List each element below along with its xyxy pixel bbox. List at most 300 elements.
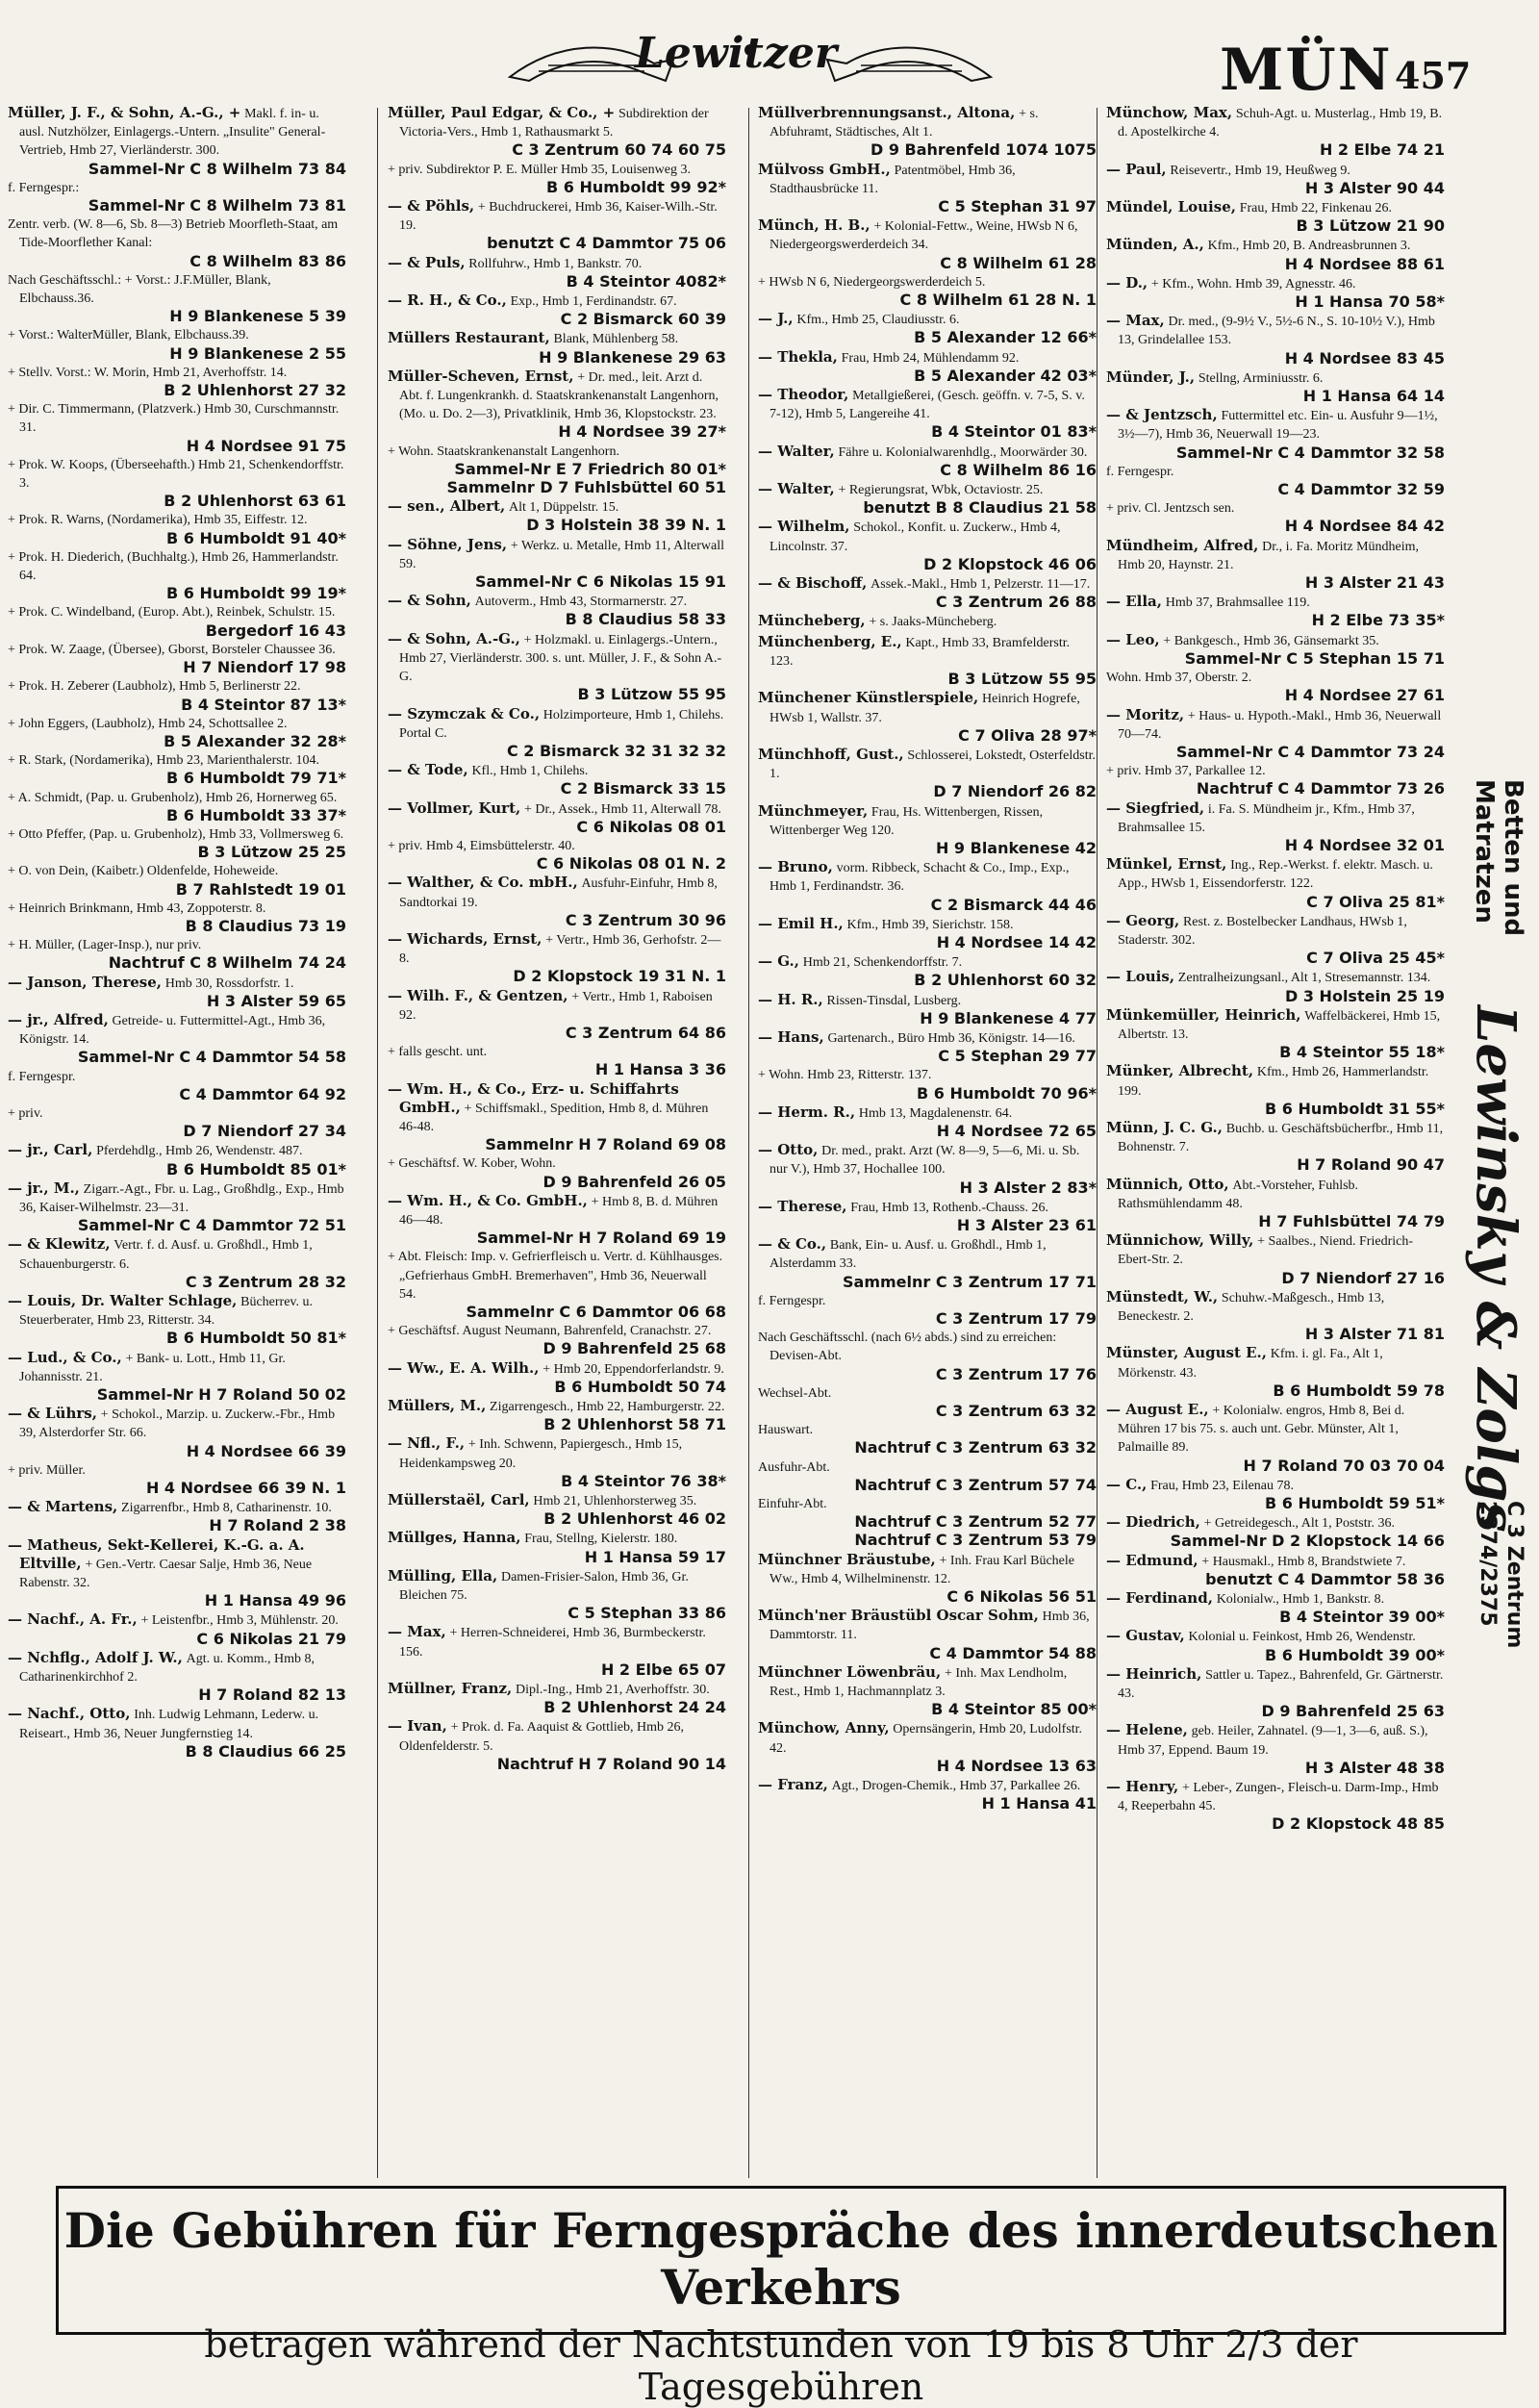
- entry-phone: H 7 Fuhlsbüttel 74 79: [1258, 1211, 1445, 1230]
- entry-name: Münstedt, W.,: [1106, 1287, 1219, 1305]
- directory-entry: [758, 1607, 1097, 1662]
- entry-details: Subdirektion der Victoria-Vers., Hmb 1, Rathausmarkt 5.: [399, 107, 709, 140]
- entry-phone: H 4 Nordsee 32 01: [1284, 835, 1445, 854]
- directory-entry: [758, 991, 1097, 1027]
- entry-name: — Louis,: [1106, 968, 1175, 986]
- entry-name: — & Co.,: [758, 1235, 827, 1254]
- entry-details: + Prok. W. Zaage, (Übersee), Gborst, Borsteler Chaussee 36.: [8, 642, 336, 657]
- directory-entry: [758, 612, 1097, 631]
- directory-entry: [8, 751, 346, 787]
- brand-logo: Lewitzer: [634, 29, 837, 78]
- entry-name: Münchner Löwenbräu,: [758, 1662, 942, 1681]
- entry-phone: B 4 Steintor 39 00*: [1279, 1608, 1445, 1627]
- page-number: 457: [1395, 54, 1472, 97]
- entry-name: — Nfl., F.,: [388, 1434, 466, 1453]
- entry-name: — Walther, & Co. mbH.,: [388, 874, 578, 892]
- directory-entry: [8, 715, 346, 750]
- entry-name: — Diedrich,: [1106, 1513, 1200, 1532]
- entry-details: + O. von Dein, (Kaibetr.) Oldenfelde, Hoheweide.: [8, 864, 279, 879]
- directory-entry: [388, 1397, 726, 1433]
- entry-phone: H 7 Roland 2 38: [209, 1516, 346, 1535]
- directory-entry: [388, 874, 726, 929]
- entry-details: Bücherrev. u. Steuerberater, Hmb 23, Ritterstr. 34.: [19, 1295, 314, 1329]
- entry-details: Nach Geschäftsschl. (nach 6½ abds.) sind zu erreichen: Devisen-Abt.: [758, 1331, 1057, 1364]
- entry-details: Frau, Hmb 24, Mühlendamm 92.: [841, 350, 1020, 366]
- directory-entry: [1106, 1589, 1445, 1626]
- directory-entry: [758, 1028, 1097, 1065]
- directory-entry: [1106, 1665, 1445, 1721]
- directory-entry: [758, 1776, 1097, 1812]
- directory-column-1: [8, 104, 346, 2182]
- entry-phone: Sammel-Nr C 5 Stephan 15 71: [1184, 648, 1445, 668]
- directory-entry: [388, 1623, 726, 1679]
- directory-entry: [1106, 312, 1445, 368]
- directory-column-3: [758, 104, 1097, 2182]
- entry-phone: H 1 Hansa 70 58*: [1295, 292, 1445, 312]
- entry-details: + Dr. med., leit. Arzt d. Abt. f. Lungenkrankh. d. Staatskrankenanstalt Langenhorn, (Mo. u. Do. 2—3), Privatklinik, Hmb 36, Klopstockstr. 23.: [399, 369, 719, 422]
- directory-entry: [388, 329, 726, 366]
- entry-phone: C 3 Zentrum 28 32: [185, 1272, 346, 1291]
- entry-name: Mülling, Ella,: [388, 1566, 498, 1584]
- directory-entry: [388, 705, 726, 761]
- entry-name: — Szymczak & Co.,: [388, 704, 541, 722]
- directory-column-4: [1106, 104, 1445, 2182]
- directory-entry: [388, 1043, 726, 1078]
- directory-entry: [758, 1066, 1097, 1102]
- entry-phone: B 6 Humboldt 59 51*: [1265, 1494, 1445, 1513]
- directory-entry: [8, 1141, 346, 1178]
- directory-entry: [1106, 1231, 1445, 1287]
- entry-details: Vertr. f. d. Ausf. u. Großhdl., Hmb 1, Schauenburgerstr. 6.: [19, 1238, 313, 1272]
- entry-name: — Nchflg., Adolf J. W.,: [8, 1648, 183, 1666]
- directory-entry: [1106, 669, 1445, 704]
- entry-name: — Matheus, Sekt-Kellerei, K.-G. a. A. Eltville,: [8, 1535, 305, 1572]
- entry-phone: C 2 Bismarck 44 46: [930, 895, 1097, 914]
- directory-entry: [388, 761, 726, 798]
- entry-details: + Kolonialw. engros, Hmb 8, Bei d. Mühren 17 bis 75. s. auch unt. Gebr. Münster, Alt 1, Palmaille 89.: [1118, 1404, 1405, 1456]
- entry-phone: B 6 Humboldt 91 40*: [166, 528, 346, 547]
- entry-details: Makl. f. in- u. ausl. Nutzhölzer, Einlagergs.-Untern. „Insulite" General-Vertrieb, Hmb 27, Vierländerstr. 300.: [19, 107, 326, 159]
- entry-details: geb. Heiler, Zahnatel. (9—1, 3—6, auß. S.), Hmb 37, Eppend. Baum 19.: [1118, 1724, 1428, 1758]
- directory-entry: [1106, 1344, 1445, 1400]
- directory-entry: [388, 1567, 726, 1623]
- entry-phone: C 3 Zentrum 26 88: [935, 593, 1097, 612]
- entry-details: + priv. Cl. Jentzsch sen.: [1106, 501, 1235, 517]
- entry-phone: H 4 Nordsee 83 45: [1284, 348, 1445, 368]
- directory-entry: [388, 254, 726, 291]
- sidebar-ad-brand: Lewinsky & Zolgs: [1464, 1005, 1527, 1533]
- entry-details: Wohn. Hmb 37, Oberstr. 2.: [1106, 671, 1252, 686]
- entry-name: — Siegfried,: [1106, 798, 1205, 817]
- entry-name: — G.,: [758, 952, 799, 971]
- entry-phone: Nachtruf C 3 Zentrum 63 32: [854, 1438, 1097, 1457]
- entry-details: + Vertr., Hmb 1, Raboisen 92.: [399, 989, 713, 1023]
- entry-phone: B 8 Claudius 73 19: [185, 916, 346, 935]
- entry-details: + Getreidegesch., Alt 1, Poststr. 36.: [1203, 1516, 1396, 1532]
- directory-entry: [388, 799, 726, 836]
- entry-phone: B 8 Claudius 58 33: [565, 610, 726, 629]
- directory-entry: [8, 1705, 346, 1761]
- entry-phone: H 3 Alster 2 83*: [959, 1178, 1097, 1197]
- directory-entry: [388, 104, 726, 160]
- directory-entry: [758, 1532, 1097, 1549]
- entry-details: Damen-Frisier-Salon, Hmb 36, Gr. Bleichen 75.: [399, 1569, 689, 1604]
- entry-name: Münchenberg, E.,: [758, 632, 902, 650]
- directory-entry: [388, 1680, 726, 1716]
- entry-phone: H 1 Hansa 49 96: [204, 1591, 346, 1610]
- directory-entry: [1106, 1476, 1445, 1512]
- entry-phone: D 9 Bahrenfeld 26 05: [542, 1172, 726, 1191]
- entry-details: Hmb 37, Brahmsallee 119.: [1165, 596, 1310, 611]
- entry-phone: H 3 Alster 21 43: [1304, 573, 1445, 593]
- entry-phone: H 4 Nordsee 39 27*: [558, 422, 726, 442]
- entry-details: + Dr., Assek., Hmb 11, Alterwall 78.: [523, 801, 721, 817]
- entry-name: — Walter,: [758, 480, 835, 498]
- directory-entry: [758, 746, 1097, 801]
- entry-name: — Paul,: [1106, 160, 1167, 178]
- entry-details: Autoverm., Hmb 43, Stormarnerstr. 27.: [474, 595, 688, 610]
- entry-name: Müncheberg,: [758, 612, 866, 630]
- entry-phone: B 2 Uhlenhorst 27 32: [164, 381, 346, 400]
- entry-name: Münn, J. C. G.,: [1106, 1118, 1223, 1136]
- entry-phone: Sammelnr C 6 Dammtor 06 68: [466, 1303, 726, 1321]
- entry-phone: D 9 Bahrenfeld 1074 1075: [870, 140, 1097, 160]
- footer-line-1: Die Gebühren für Ferngespräche des innerdeutschen Verkehrs: [63, 2202, 1499, 2316]
- entry-phone: H 1 Hansa 64 14: [1302, 387, 1445, 406]
- entry-phone: B 5 Alexander 12 66*: [914, 328, 1097, 347]
- entry-details: Schokol., Konfit. u. Zuckerw., Hmb 4, Lincolnstr. 37.: [770, 520, 1061, 554]
- entry-details: Pferdehdlg., Hmb 26, Wendenstr. 487.: [96, 1144, 303, 1159]
- entry-details: + Stellv. Vorst.: W. Morin, Hmb 21, Averhoffstr. 14.: [8, 365, 288, 380]
- directory-entry: [1106, 1778, 1445, 1834]
- entry-name: Münster, August E.,: [1106, 1344, 1267, 1362]
- entry-details: Exp., Hmb 1, Ferdinandstr. 67.: [510, 294, 677, 310]
- directory-entry: [758, 348, 1097, 385]
- entry-phone: H 4 Nordsee 72 65: [936, 1121, 1097, 1140]
- entry-name: — jr., Alfred,: [8, 1010, 109, 1028]
- entry-name: Müllner, Franz,: [388, 1680, 513, 1698]
- directory-entry: [1106, 762, 1445, 798]
- entry-phone: B 5 Alexander 32 28*: [164, 731, 346, 750]
- directory-entry: [388, 1529, 726, 1565]
- entry-phone: H 1 Hansa 59 17: [584, 1547, 726, 1566]
- entry-phone: benutzt C 4 Dammtor 75 06: [487, 234, 726, 253]
- directory-entry: [1106, 537, 1445, 593]
- entry-name: — & Pöhls,: [388, 197, 475, 215]
- entry-details: Kapt., Hmb 33, Bramfelderstr. 123.: [770, 635, 1071, 669]
- directory-entry: [388, 443, 726, 478]
- entry-details: + Hmb 20, Eppendorferlandstr. 9.: [542, 1361, 724, 1377]
- entry-name: — R. H., & Co.,: [388, 291, 507, 310]
- entry-phone: Sammel-Nr D 2 Klopstock 14 66: [1170, 1532, 1445, 1551]
- entry-name: — Söhne, Jens,: [388, 535, 508, 553]
- entry-details: Frau, Hmb 23, Eilenau 78.: [1150, 1478, 1295, 1493]
- entry-details: Schuhw.-Maßgesch., Hmb 13, Beneckestr. 2.: [1118, 1290, 1385, 1324]
- entry-phone: H 1 Hansa 41: [981, 1794, 1097, 1813]
- entry-details: vorm. Ribbeck, Schacht & Co., Imp., Exp., Hmb 1, Ferdinandstr. 36.: [770, 861, 1070, 895]
- entry-name: — Thekla,: [758, 347, 838, 366]
- entry-details: + Werkz. u. Metalle, Hmb 11, Alterwall 59.: [399, 538, 724, 571]
- entry-phone: H 9 Blankenese 2 55: [169, 343, 346, 363]
- entry-details: Opernsängerin, Hmb 20, Ludolfstr. 42.: [770, 1722, 1083, 1756]
- entry-name: Münch'ner Bräustübl Oscar Sohm,: [758, 1607, 1039, 1625]
- entry-phone: C 7 Oliva 28 97*: [958, 725, 1097, 745]
- entry-phone: B 2 Uhlenhorst 24 24: [543, 1698, 726, 1717]
- directory-entry: [388, 987, 726, 1043]
- entry-details: + Hausmakl., Hmb 8, Brandstwiete 7.: [1201, 1554, 1406, 1569]
- directory-entry: [8, 271, 346, 326]
- entry-phone: C 5 Stephan 29 77: [938, 1047, 1097, 1066]
- directory-entry: [8, 936, 346, 972]
- entry-phone: B 6 Humboldt 39 00*: [1265, 1645, 1445, 1664]
- directory-entry: [388, 1717, 726, 1773]
- entry-details: Hmb 36, Dammtorstr. 11.: [770, 1610, 1090, 1643]
- sidebar-ad-phone: [1451, 1501, 1527, 1712]
- entry-name: — August E.,: [1106, 1401, 1209, 1419]
- directory-entry: [388, 291, 726, 328]
- directory-entry: [8, 1179, 346, 1235]
- directory-entry: [388, 630, 726, 704]
- entry-phone: Sammelnr D 7 Fuhlsbüttel 60 51: [446, 478, 726, 497]
- entry-name: — Wm. H., & Co. GmbH.,: [388, 1191, 588, 1209]
- entry-phone: B 6 Humboldt 31 55*: [1265, 1099, 1445, 1118]
- entry-phone: C 3 Zentrum 30 96: [565, 910, 726, 929]
- entry-phone: Sammel-Nr C 4 Dammtor 32 58: [1175, 443, 1445, 462]
- entry-phone: C 8 Wilhelm 61 28 N. 1: [899, 291, 1097, 310]
- directory-entry: [388, 592, 726, 628]
- entry-details: Buchb. u. Geschäftsbücherfbr., Hmb 11, Bohnenstr. 7.: [1118, 1121, 1444, 1155]
- entry-name: Müllers Restaurant,: [388, 329, 550, 347]
- entry-details: Alt 1, Düppelstr. 15.: [508, 500, 619, 516]
- entry-details: + Kfm., Wohn. Hmb 39, Agnesstr. 46.: [1150, 276, 1356, 291]
- directory-entry: [1106, 706, 1445, 762]
- entry-details: Zentr. verb. (W. 8—6, Sb. 8—3) Betrieb Moorfleth-Staat, am Tide-Moorflether Kanal:: [8, 217, 339, 251]
- entry-details: + priv. Müller.: [8, 1462, 86, 1478]
- directory-entry: [8, 1068, 346, 1103]
- entry-name: — Emil H.,: [758, 914, 844, 932]
- entry-details: Dipl.-Ing., Hmb 21, Averhoffstr. 30.: [516, 1683, 710, 1698]
- entry-phone: D 7 Niendorf 27 34: [183, 1122, 346, 1141]
- entry-details: f. Ferngespr.: [758, 1293, 826, 1308]
- entry-name: — sen., Albert,: [388, 497, 506, 516]
- entry-details: Ing., Rep.-Werkst. f. elektr. Masch. u. App., HWsb 1, Eissendorferstr. 122.: [1118, 858, 1433, 892]
- entry-phone: H 1 Hansa 3 36: [594, 1060, 726, 1079]
- entry-name: — Wichards, Ernst,: [388, 929, 542, 948]
- entry-name: — Franz,: [758, 1776, 828, 1794]
- directory-entry: [758, 273, 1097, 309]
- entry-phone: C 4 Dammtor 64 92: [179, 1084, 346, 1103]
- directory-entry: [1106, 1513, 1445, 1550]
- entry-phone: D 9 Bahrenfeld 25 68: [542, 1339, 726, 1358]
- directory-entry: [758, 1292, 1097, 1328]
- directory-entry: [758, 216, 1097, 272]
- entry-name: Münchhoff, Gust.,: [758, 745, 904, 763]
- directory-entry: [758, 1719, 1097, 1775]
- alphabet-range: MÜN: [1220, 37, 1393, 104]
- entry-details: Kfl., Hmb 1, Chilehs.: [471, 764, 589, 779]
- directory-entry: [758, 633, 1097, 689]
- entry-details: + HWsb N 6, Niedergeorgswerderdeich 5.: [758, 274, 986, 290]
- entry-details: Sattler u. Tapez., Bahrenfeld, Gr. Gärtnerstr. 43.: [1118, 1667, 1444, 1702]
- entry-details: Rollfuhrw., Hmb 1, Bankstr. 70.: [468, 256, 643, 271]
- entry-phone: H 4 Nordsee 88 61: [1284, 254, 1445, 273]
- entry-phone: H 2 Elbe 73 35*: [1311, 611, 1445, 630]
- entry-name: — Max,: [1106, 312, 1165, 330]
- entry-details: Schuh-Agt. u. Musterlag., Hmb 19, B. d. Apostelkirche 4.: [1118, 107, 1443, 140]
- entry-details: Gartenarch., Büro Hmb 36, Königstr. 14—16.: [827, 1030, 1075, 1046]
- entry-details: Assek.-Makl., Hmb 1, Pelzerstr. 11—17.: [870, 577, 1091, 593]
- entry-name: — Otto,: [758, 1141, 819, 1159]
- directory-entry: [1106, 463, 1445, 498]
- entry-phone: H 3 Alster 59 65: [206, 991, 346, 1010]
- entry-details: Kfm., Hmb 26, Hammerlandstr. 199.: [1118, 1065, 1429, 1099]
- entry-details: Frau, Hmb 22, Finkenau 26.: [1239, 201, 1392, 216]
- entry-details: + priv. Hmb 4, Eimsbüttelerstr. 40.: [388, 838, 575, 853]
- entry-name: — D.,: [1106, 273, 1148, 291]
- entry-details: Kfm., Hmb 39, Sierichstr. 158.: [846, 917, 1014, 932]
- directory-entry: [1106, 236, 1445, 272]
- entry-phone: B 4 Steintor 76 38*: [561, 1471, 726, 1490]
- directory-entry: [8, 1610, 346, 1647]
- entry-phone: Sammel-Nr C 6 Nikolas 15 91: [474, 572, 726, 592]
- entry-details: Frau, Hs. Wittenbergen, Rissen, Wittenberger Weg 120.: [770, 804, 1044, 838]
- entry-details: Agt. u. Komm., Hmb 8, Catharinenkirchhof 2.: [19, 1651, 315, 1686]
- directory-entry: [8, 1292, 346, 1348]
- directory-entry: [758, 1458, 1097, 1494]
- directory-entry: [758, 802, 1097, 858]
- entry-name: — Edmund,: [1106, 1551, 1198, 1569]
- entry-name: — Ww., E. A. Wilh.,: [388, 1358, 540, 1377]
- entry-details: Wechsel-Abt.: [758, 1385, 832, 1401]
- entry-details: Hmb 21, Schenkendorffstr. 7.: [802, 955, 963, 971]
- entry-details: Futtermittel etc. Ein- u. Ausfuhr 9—1½, 3½—7), Hmb 36, Neuerwall 19—23.: [1118, 409, 1438, 443]
- entry-name: — Theodor,: [758, 386, 849, 404]
- entry-name: — Gustav,: [1106, 1627, 1185, 1645]
- entry-details: f. Ferngespr.:: [8, 180, 80, 195]
- entry-details: + Saalbes., Niend. Friedrich-Ebert-Str. 2.: [1118, 1234, 1413, 1268]
- directory-entry: [758, 310, 1097, 346]
- directory-entry: [8, 456, 346, 511]
- entry-phone: H 4 Nordsee 66 39 N. 1: [145, 1479, 346, 1498]
- directory-column-2: [388, 104, 726, 2182]
- entry-details: + Kolonial-Fettw., Weine, HWsb N 6, Niedergeorgswerderdeich 34.: [770, 219, 1078, 253]
- entry-details: Hmb 21, Uhlenhorsterweg 35.: [533, 1494, 697, 1509]
- directory-entry: [388, 837, 726, 873]
- entry-name: — Wilh. F., & Gentzen,: [388, 986, 568, 1004]
- entry-phone: B 6 Humboldt 50 74: [554, 1377, 726, 1396]
- entry-details: Abt.-Vorsteher, Fuhlsb. Rathsmühlendamm 48.: [1118, 1178, 1359, 1211]
- entry-phone: H 4 Nordsee 27 61: [1284, 686, 1445, 705]
- entry-phone: D 2 Klopstock 48 85: [1272, 1814, 1445, 1834]
- entry-phone: C 5 Stephan 33 86: [568, 1604, 726, 1623]
- entry-details: + Inh. Frau Karl Büchele Ww., Hmb 4, Wilhelminenstr. 12.: [770, 1553, 1074, 1586]
- entry-name: — Moritz,: [1106, 705, 1185, 723]
- directory-entry: [1106, 1721, 1445, 1777]
- entry-details: Agt., Drogen-Chemik., Hmb 37, Parkallee 26.: [831, 1779, 1081, 1794]
- entry-details: + Prok. H. Zeberer (Laubholz), Hmb 5, Berlinerstr 22.: [8, 679, 301, 695]
- directory-entry: [758, 1103, 1097, 1140]
- entry-phone: C 3 Zentrum 63 32: [935, 1402, 1097, 1421]
- entry-name: — Max,: [388, 1623, 446, 1641]
- directory-entry: [8, 1011, 346, 1067]
- entry-phone: H 3 Alster 23 61: [956, 1215, 1097, 1234]
- entry-details: + Geschäftsf. August Neumann, Bahrenfeld, Cranachstr. 27.: [388, 1324, 712, 1339]
- entry-phone: Nachtruf C 4 Dammtor 73 26: [1196, 779, 1445, 798]
- entry-details: + Gen.-Vertr. Caesar Salje, Hmb 36, Neue Rabenstr. 32.: [19, 1557, 313, 1591]
- entry-phone: C 5 Stephan 31 97: [938, 197, 1097, 216]
- entry-details: + Bank- u. Lott., Hmb 11, Gr. Johannisstr. 21.: [19, 1351, 286, 1384]
- entry-name: — Janson, Therese,: [8, 973, 163, 991]
- directory-entry: [758, 518, 1097, 573]
- entry-phone: B 4 Steintor 85 00*: [931, 1700, 1097, 1719]
- directory-entry: [1106, 161, 1445, 197]
- directory-entry: [388, 497, 726, 534]
- footer-notice: [56, 2186, 1506, 2408]
- entry-phone: C 6 Nikolas 56 51: [946, 1587, 1097, 1607]
- entry-name: — Vollmer, Kurt,: [388, 798, 521, 817]
- entry-phone: H 9 Blankenese 5 39: [169, 307, 346, 326]
- entry-phone: C 6 Nikolas 21 79: [196, 1629, 346, 1648]
- entry-name: Münchow, Anny,: [758, 1719, 890, 1737]
- entry-phone: B 6 Humboldt 59 78: [1273, 1381, 1445, 1400]
- directory-entry: [758, 952, 1097, 989]
- entry-name: Münnich, Otto,: [1106, 1175, 1229, 1193]
- entry-details: + Leistenfbr., Hmb 3, Mühlenstr. 20.: [140, 1613, 339, 1629]
- entry-name: — & Martens,: [8, 1498, 118, 1516]
- entry-details: Hauswart.: [758, 1423, 814, 1438]
- entry-phone: Sammel-Nr H 7 Roland 50 02: [96, 1385, 346, 1405]
- directory-entry: [758, 1235, 1097, 1291]
- entry-phone: C 3 Zentrum 60 74 60 75: [512, 140, 726, 160]
- directory-entry: [8, 677, 346, 713]
- entry-details: Patentmöbel, Hmb 36, Stadthausbrücke 11.: [770, 163, 1016, 196]
- entry-name: Münchener Künstlerspiele,: [758, 689, 979, 707]
- entry-name: — & Tode,: [388, 761, 468, 779]
- entry-details: i. Fa. S. Mündheim jr., Kfm., Hmb 37, Brahmsallee 15.: [1118, 801, 1415, 835]
- entry-phone: B 3 Lützow 55 95: [577, 685, 726, 704]
- entry-name: Münchner Bräustube,: [758, 1550, 936, 1568]
- entry-details: Hmb 13, Magdalenenstr. 64.: [858, 1105, 1013, 1121]
- directory-entry: [8, 1405, 346, 1460]
- entry-name: — Herm. R.,: [758, 1103, 856, 1121]
- entry-phone: C 3 Zentrum 17 76: [935, 1364, 1097, 1383]
- directory-entry: [8, 326, 346, 362]
- entry-phone: B 3 Lützow 55 95: [947, 670, 1097, 689]
- directory-entry: [1106, 104, 1445, 160]
- directory-entry: [1106, 1062, 1445, 1118]
- directory-entry: [8, 400, 346, 455]
- entry-details: + Buchdruckerei, Hmb 36, Kaiser-Wilh.-Str. 19.: [399, 200, 718, 234]
- directory-entry: [388, 1248, 726, 1321]
- entry-details: + Inh. Max Lendholm, Rest., Hmb 1, Hachmannplatz 3.: [770, 1665, 1068, 1700]
- entry-phone: B 6 Humboldt 33 37*: [166, 805, 346, 824]
- directory-entry: [8, 862, 346, 898]
- entry-details: Kolonialw., Hmb 1, Bankstr. 8.: [1216, 1592, 1385, 1608]
- directory-entry: [388, 1192, 726, 1248]
- entry-name: — Louis, Dr. Walter Schlage,: [8, 1292, 238, 1309]
- entry-name: — & Lührs,: [8, 1405, 97, 1423]
- entry-phone: D 3 Holstein 25 19: [1285, 986, 1445, 1005]
- entry-name: Müller-Scheven, Ernst,: [388, 367, 574, 385]
- entry-phone: B 3 Lützow 25 25: [197, 843, 346, 862]
- entry-details: Zigarrenfbr., Hmb 8, Catharinenstr. 10.: [121, 1501, 332, 1516]
- directory-entry: [1106, 1006, 1445, 1062]
- entry-phone: H 4 Nordsee 66 39: [186, 1441, 346, 1460]
- entry-name: — Therese,: [758, 1197, 847, 1215]
- entry-details: Holzimporteure, Hmb 1, Chilehs. Portal C.: [399, 707, 724, 741]
- entry-details: + H. Müller, (Lager-Insp.), nur priv.: [8, 938, 202, 953]
- entry-name: Münnichow, Willy,: [1106, 1231, 1254, 1250]
